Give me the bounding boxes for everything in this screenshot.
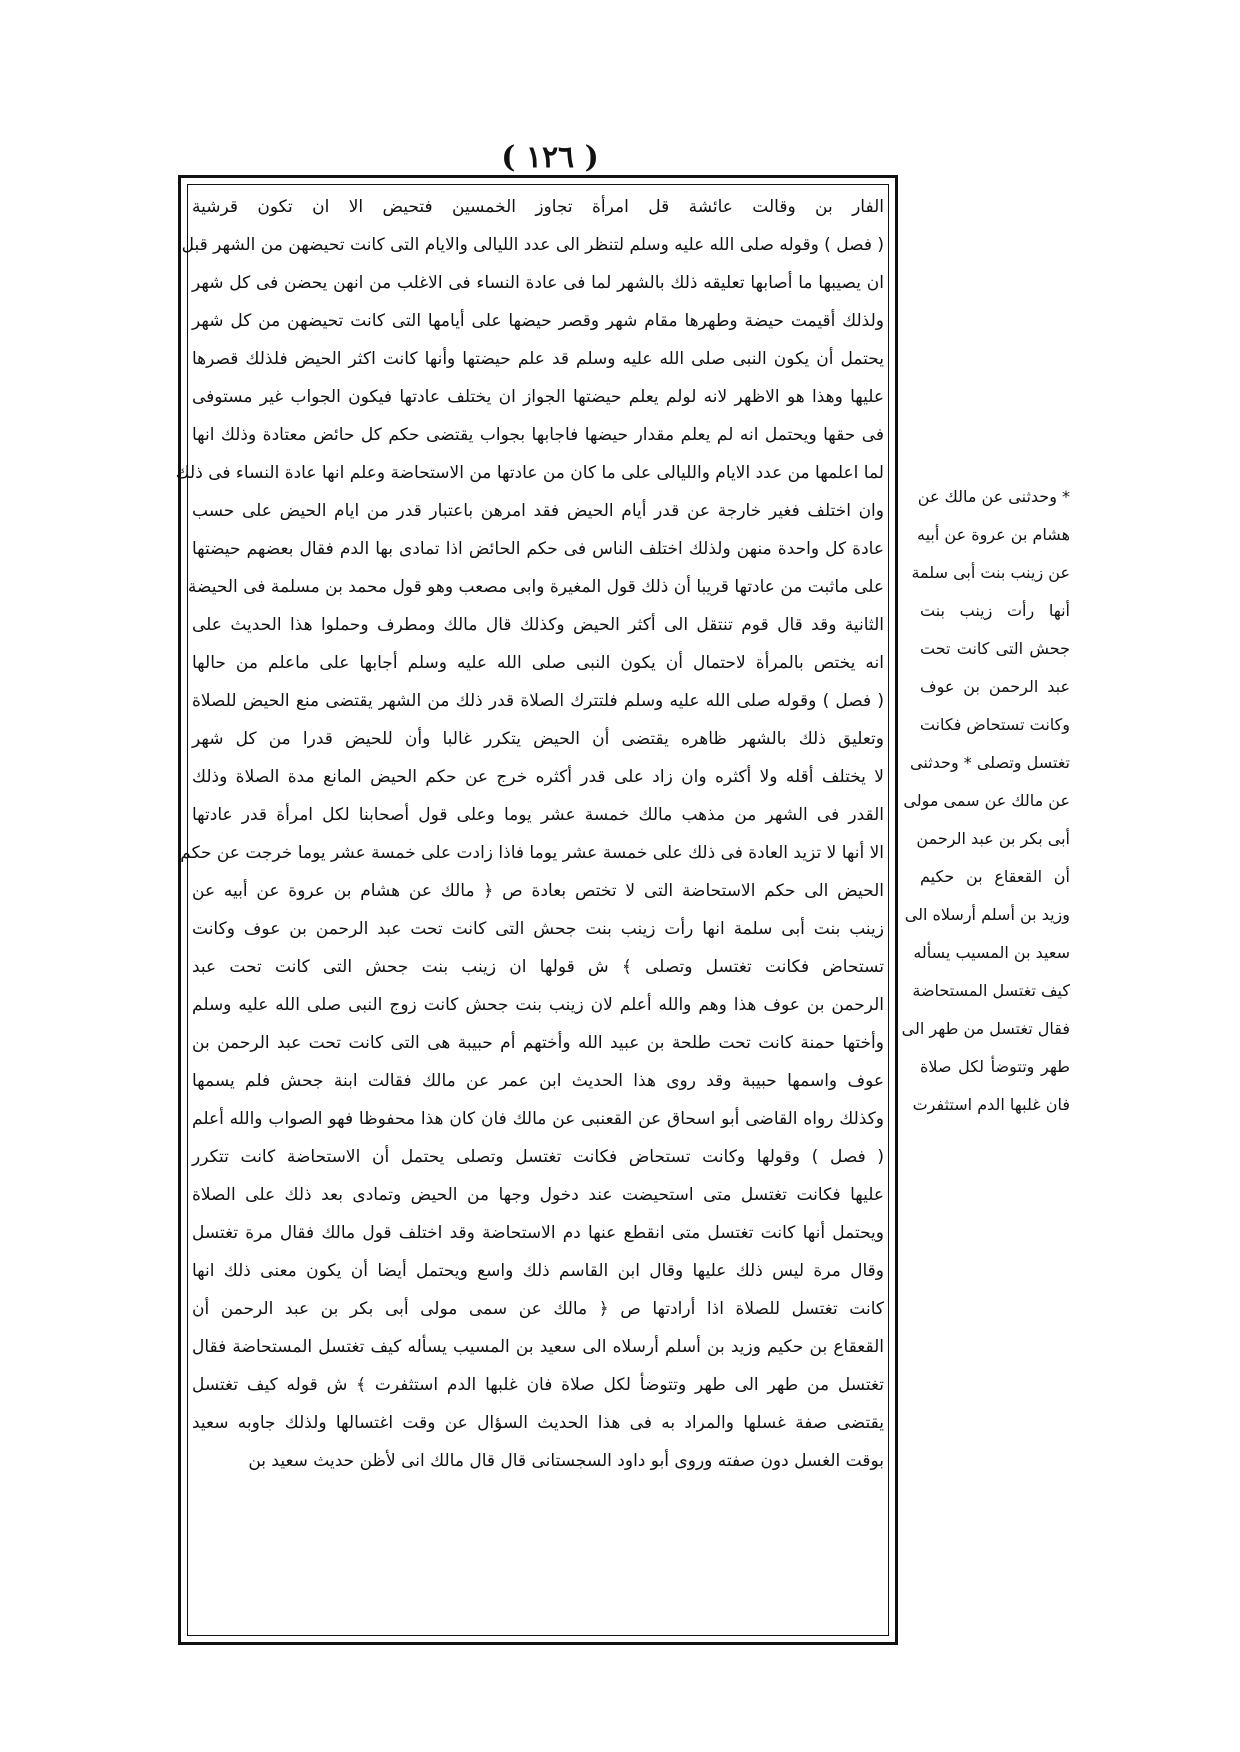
margin-note-line: عن مالك عن سمى مولى (903, 791, 1070, 810)
page-number: ( ١٢٦ ) (501, 140, 599, 175)
text-line: وتعليق ذلك بالشهر ظاهره يقتضى أن الحيض يتكرر غالبا وأن للحيض قدرا من كل شهر (192, 729, 884, 749)
text-line: يحتمل أن يكون النبى صلى الله عليه وسلم قد علم حيضتها وأنها كانت اكثر الحيض فلذلك قصرها (192, 349, 884, 369)
margin-note-line: سعيد بن المسيب يسأله (913, 943, 1070, 962)
main-text-body (175, 188, 884, 1480)
text-line: على ماثبت من عادتها قريبا أن ذلك قول المغيرة وابى مصعب وهو قول محمد بن مسلمة فى الحيضة (187, 577, 884, 597)
margin-note-line: أبى بكر بن عبد الرحمن (916, 829, 1070, 848)
margin-note-line: * وحدثنى عن مالك عن (917, 487, 1070, 506)
text-line: زينب بنت أبى سلمة انها رأت زينب بنت جحش التى كانت تحت عبد الرحمن بن عوف وكانت (192, 919, 884, 939)
margin-note-line: أن القعقاع بن حكيم (920, 867, 1070, 886)
text-line: ( فصل ) وقوله صلى الله عليه وسلم فلتترك الصلاة قدر ذلك من الشهر يقتضى منع الحيض للصلاة (192, 691, 884, 711)
text-line: القعقاع بن حكيم وزيد بن أسلم أرسلاه الى سعيد بن المسيب يسأله كيف تغتسل المستحاضة فقال (192, 1337, 884, 1357)
margin-note-line: أنها رأت زينب بنت (920, 601, 1070, 620)
text-line: الحيض الى حكم الاستحاضة التى لا تختص بعادة ص ﴿ مالك عن هشام بن عروة عن أبيه عن (192, 881, 884, 901)
margin-note-line: تغتسل وتصلى * وحدثنى (910, 753, 1070, 772)
margin-note-line: هشام بن عروة عن أبيه (917, 525, 1070, 544)
text-line: القدر فى الشهر من مذهب مالك خمسة عشر يوما وعلى قول أصحابنا لكل امرأة قدر عادتها (192, 805, 884, 825)
text-line: فى حقها ويحتمل انه لم يعلم مقدار حيضها فاجابها بجواب يقتضى حكم كل حائض معتادة وذلك انها (192, 425, 884, 445)
text-line: ولذلك أقيمت حيضة وطهرها مقام شهر وقصر حيضها على أيامها التى كانت تحيضهن من كل شهر (192, 311, 884, 331)
marginal-note (901, 478, 1070, 1124)
text-line: الرحمن بن عوف هذا وهم والله أعلم لان زينب بنت جحش كانت زوج النبى صلى الله عليه وسلم (192, 995, 884, 1015)
margin-note-line: كيف تغتسل المستحاضة (912, 981, 1070, 1000)
text-line: وان اختلف فغير خارجة عن قدر أيام الحيض فقد امرهن باعتبار قدر من ايام الحيض على حسب (192, 501, 884, 521)
margin-note-line: فان غلبها الدم استثفرت (912, 1095, 1070, 1114)
margin-note-line: وزيد بن أسلم أرسلاه الى (904, 905, 1070, 924)
text-line: الا أنها لا تزيد العادة فى ذلك على خمسة عشر يوما فاذا زادت على خمسة عشر يوما خرجت عن حكم (180, 843, 884, 863)
margin-note-line: جحش التى كانت تحت (920, 639, 1070, 658)
text-line: بوقت الغسل دون صفته وروى أبو داود السجستانى قال قال مالك انى لأظن حديث سعيد بن (248, 1451, 884, 1471)
text-line: ( فصل ) وقوله صلى الله عليه وسلم لتنظر الى عدد الليالى والايام التى كانت تحيضهن من الشهر قبل (181, 235, 884, 255)
text-line: انه يختص بالمرأة لاحتمال أن يكون النبى صلى الله عليه وسلم أجابها على ماعلم من حالها (192, 653, 884, 673)
text-line: الفار بن وقالت عائشة قل امرأة تجاوز الخمسين فتحيض الا ان تكون قرشية (192, 197, 884, 217)
margin-note-line: عبد الرحمن بن عوف (920, 677, 1070, 696)
text-line: وقال مرة ليس ذلك عليها وقال ابن القاسم ذلك واسع ويحتمل أيضا أن يكون معنى ذلك انها (192, 1261, 884, 1281)
text-line: لا يختلف أقله ولا أكثره وان زاد على قدر أكثره خرج عن حكم الحيض المانع مدة الصلاة وذلك (192, 767, 884, 787)
text-line: لما اعلمها من عدد الايام والليالى على ما كان من عادتها من الاستحاضة وعلم انها عادة النساء فى ذلك (175, 463, 884, 483)
text-line: وأختها حمنة كانت تحت طلحة بن عبيد الله وأختهم أم حبيبة هى التى كانت تحت عبد الرحمن بن (192, 1033, 884, 1053)
text-line: ( فصل ) وقولها وكانت تستحاض فكانت تغتسل وتصلى يحتمل أن الاستحاضة كانت تتكرر (192, 1147, 884, 1167)
margin-note-line: وكانت تستحاض فكانت (919, 715, 1070, 734)
text-line: وكذلك رواه القاضى أبو اسحاق عن القعنبى عن مالك فان كان هذا محفوظا فهو الصواب والله أعلم (192, 1109, 884, 1129)
text-line: يقتضى صفة غسلها والمراد به فى هذا الحديث السؤال عن وقت اغتسالها ولذلك جاوبه سعيد (192, 1413, 884, 1433)
text-line: ان يصيبها ما أصابها تعليقه ذلك بالشهر لما فى عادة النساء فى الاغلب من انهن يحضن فى كل شهر (192, 273, 884, 293)
text-line: عادة كل واحدة منهن ولذلك اختلف الناس فى حكم الحائض اذا تمادى بها الدم فقال بعضهم حيضتها (192, 539, 884, 559)
text-line: الثانية وقد قال قوم تنتقل الى أكثر الحيض وكذلك قال مالك ومطرف وحملوا هذا الحديث على (192, 615, 884, 635)
text-line: عليها وهذا هو الاظهر لانه لولم يعلم حيضتها الجواز ان يختلف عادتها فيكون الجواب غير مستوفى (192, 387, 884, 407)
margin-note-line: فقال تغتسل من طهر الى (901, 1019, 1070, 1038)
margin-note-line: طهر وتتوضأ لكل صلاة (920, 1057, 1070, 1076)
text-line: تستحاض فكانت تغتسل وتصلى ﴾ ش قولها ان زينب بنت جحش التى كانت تحت عبد (192, 957, 884, 977)
margin-note-line: عن زينب بنت أبى سلمة (911, 563, 1070, 582)
text-line: عليها فكانت تغتسل متى استحيضت عند دخول وجها من الحيض وتمادى بعد ذلك على الصلاة (192, 1185, 884, 1205)
text-line: كانت تغتسل للصلاة اذا أرادتها ص ﴿ مالك عن سمى مولى أبى بكر بن عبد الرحمن أن (192, 1299, 884, 1319)
text-line: عوف واسمها حبيبة وقد روى هذا الحديث ابن عمر عن مالك فقالت ابنة جحش فلم يسمها (192, 1071, 884, 1091)
text-line: ويحتمل أنها كانت تغتسل متى انقطع عنها دم الاستحاضة وقد اختلف قول مالك فقال مرة تغتسل (192, 1223, 884, 1243)
text-line: تغتسل من طهر الى طهر وتتوضأ لكل صلاة فان غلبها الدم استثفرت ﴾ ش قوله كيف تغتسل (192, 1375, 884, 1395)
